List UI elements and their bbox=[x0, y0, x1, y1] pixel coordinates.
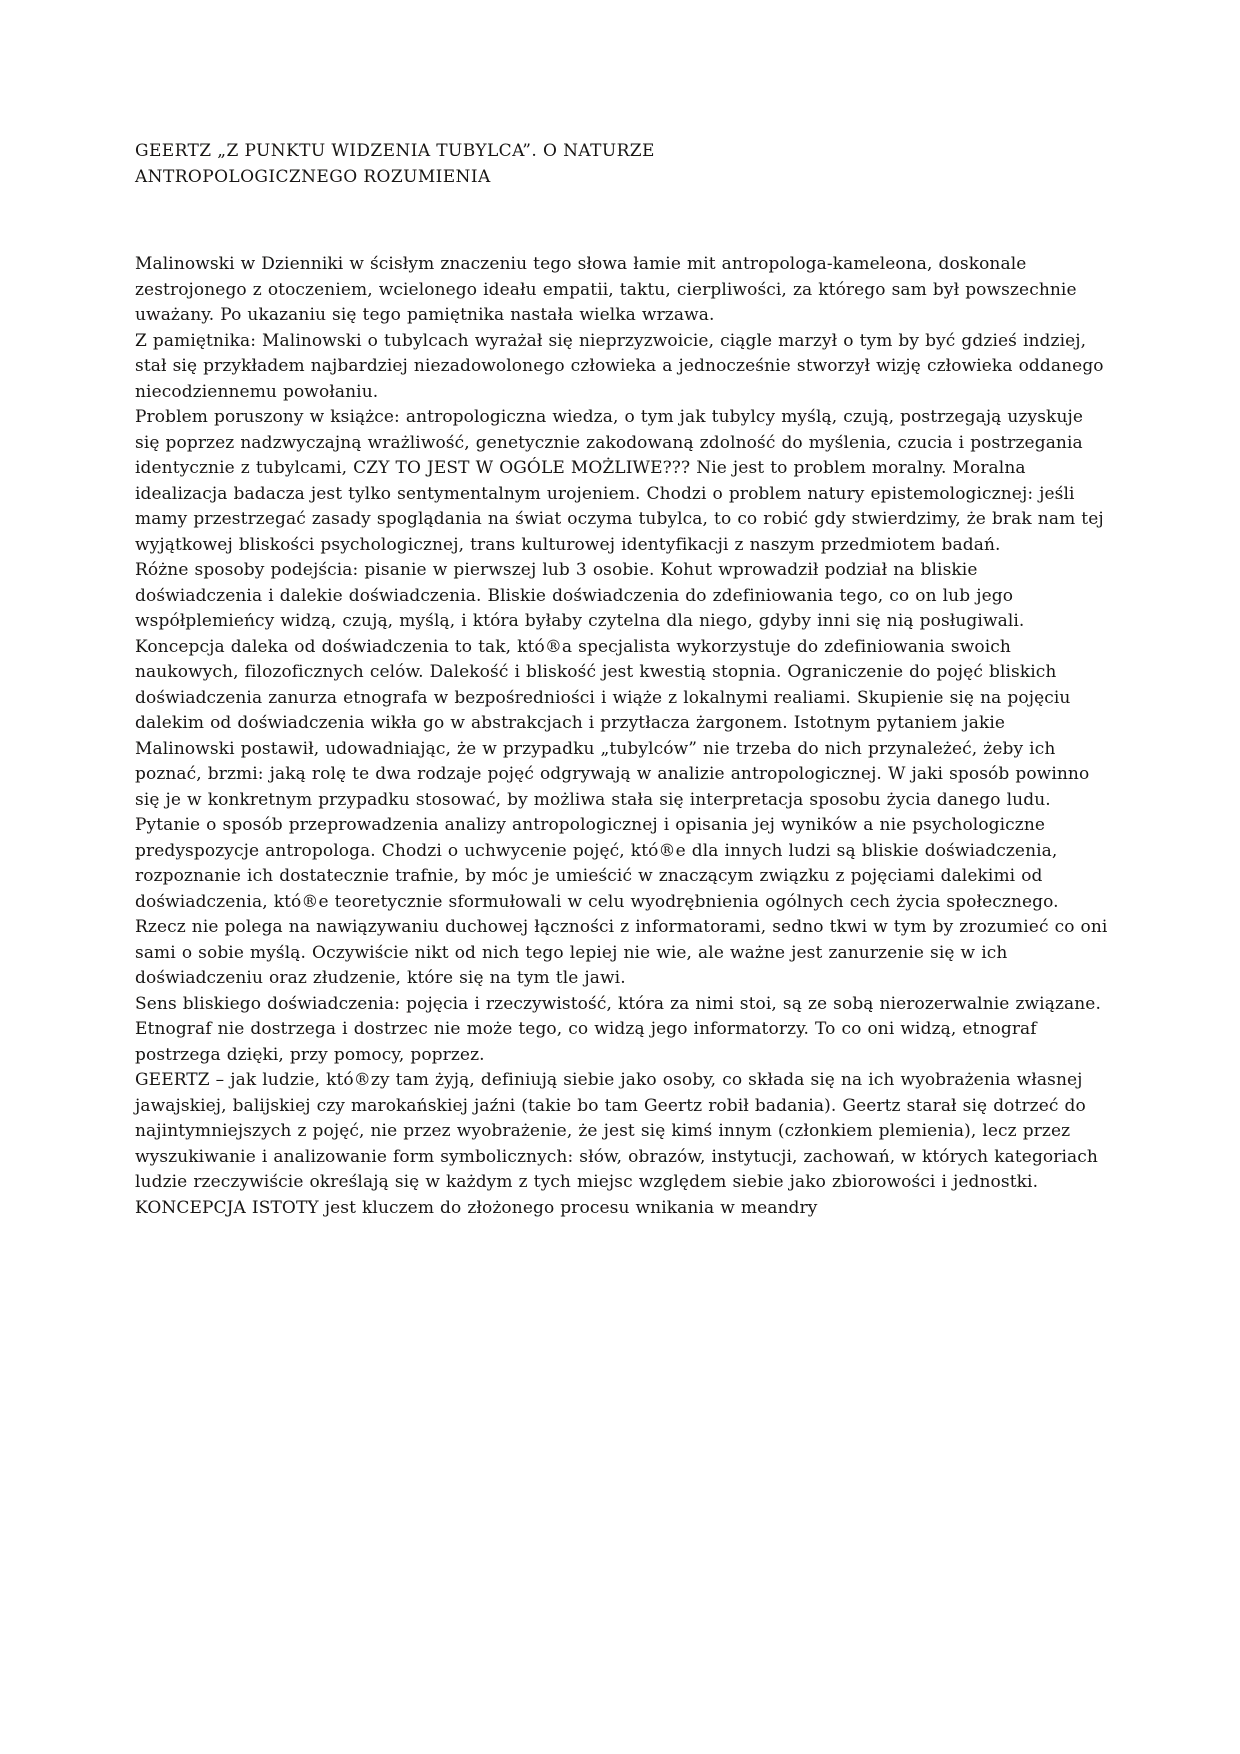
paragraph: Różne sposoby podejścia: pisanie w pierwszej lub 3 osobie. Kohut wprowadził podział na bliskie doświadczenia i dalekie doświadczenia. Bliskie doświadczenia do zdefiniowania tego, co on lub jego współplemieńcy widzą, czują, myślą, i która byłaby czytelna dla niego, gdyby inni się nią posługiwali. Koncepcja daleka od doświadczenia to tak, któ®a specjalista wykorzystuje do zdefiniowania swoich naukowych, filozoficznych celów. Dalekość i bliskość jest kwestią stopnia. Ograniczenie do pojęć bliskich doświadczenia zanurza etnografa w bezpośredniości i wiąże z lokalnymi realiami. Skupienie się na pojęciu dalekim od doświadczenia wikła go w abstrakcjach i przytłacza żargonem. Istotnym pytaniem jakie Malinowski postawił, udowadniając, że w przypadku „tubylców” nie trzeba do nich przynależeć, żeby ich poznać, brzmi: jaką rolę te dwa rodzaje pojęć odgrywają w analizie antropologicznej. W jaki sposób powinno się je w konkretnym przypadku stosować, by możliwa stała się interpretacja sposobu życia danego ludu. Pytanie o sposób przeprowadzenia analizy antropologicznej i opisania jej wyników a nie psychologiczne predyspozycje antropologa. Chodzi o uchwycenie pojęć, któ®e dla innych ludzi są bliskie doświadczenia, rozpoznanie ich dostatecznie trafnie, by móc je umieścić w znaczącym związku z pojęciami dalekimi od doświadczenia, któ®e teoretycznie sformułowali w celu wyodrębnienia ogólnych cech życia społecznego. Rzecz nie polega na nawiązywaniu duchowej łączności z informatorami, sedno tkwi w tym by zrozumieć co oni sami o sobie myślą. Oczywiście nikt od nich tego lepiej nie wie, ale ważne jest zanurzenie się w ich doświadczeniu oraz złudzenie, które się na tym tle jawi. bbox=[135, 560, 1108, 988]
document-body bbox=[135, 252, 1108, 1221]
title-line-2: ANTROPOLOGICZNEGO ROZUMIENIA bbox=[135, 167, 491, 187]
paragraph: Malinowski w Dzienniki w ścisłym znaczeniu tego słowa łamie mit antropologa-kameleona, doskonale zestrojonego z otoczeniem, wcielonego ideału empatii, taktu, cierpliwości, za którego sam był powszechnie uważany. Po ukazaniu się tego pamiętnika nastała wielka wrzawa. bbox=[135, 254, 1077, 325]
paragraph: Sens bliskiego doświadczenia: pojęcia i rzeczywistość, która za nimi stoi, są ze sobą nierozerwalnie związane. Etnograf nie dostrzega i dostrzec nie może tego, co widzą jego informatorzy. To co oni widzą, etnograf postrzega dzięki, przy pomocy, poprzez. bbox=[135, 993, 1101, 1065]
paragraph: Z pamiętnika: Malinowski o tubylcach wyrażał się nieprzyzwoicie, ciągle marzył o tym by być gdzieś indziej, stał się przykładem najbardziej niezadowolonego człowieka a jednocześnie stworzył wizję człowieka oddanego niecodziennemu powołaniu. bbox=[135, 330, 1104, 402]
title-line-1: GEERTZ „Z PUNKTU WIDZENIA TUBYLCA”. O NATURZE bbox=[135, 141, 655, 161]
document-title bbox=[135, 138, 1108, 190]
paragraph: GEERTZ – jak ludzie, któ®zy tam żyją, definiują siebie jako osoby, co składa się na ich wyobrażenia własnej jawajskiej, balijskiej czy marokańskiej jaźni (takie bo tam Geertz robił badania). Geertz starał się dotrzeć do najintymniejszych z pojęć, nie przez wyobrażenie, że jest się kimś innym (członkiem plemienia), lecz przez wyszukiwanie i analizowanie form symbolicznych: słów, obrazów, instytucji, zachowań, w których kategoriach ludzie rzeczywiście określają się w każdym z tych miejsc względem siebie jako zbiorowości i jednostki. KONCEPCJA ISTOTY jest kluczem do złożonego procesu wnikania w meandry bbox=[135, 1070, 1098, 1218]
paragraph: Problem poruszony w książce: antropologiczna wiedza, o tym jak tubylcy myślą, czują, postrzegają uzyskuje się poprzez nadzwyczajną wrażliwość, genetycznie zakodowaną zdolność do myślenia, czucia i postrzegania identycznie z tubylcami, CZY TO JEST W OGÓLE MOŻLIWE??? Nie jest to problem moralny. Moralna idealizacja badacza jest tylko sentymentalnym urojeniem. Chodzi o problem natury epistemologicznej: jeśli mamy przestrzegać zasady spoglądania na świat oczyma tubylca, to co robić gdy stwierdzimy, że brak nam tej wyjątkowej bliskości psychologicznej, trans kulturowej identyfikacji z naszym przedmiotem badań. bbox=[135, 407, 1104, 555]
